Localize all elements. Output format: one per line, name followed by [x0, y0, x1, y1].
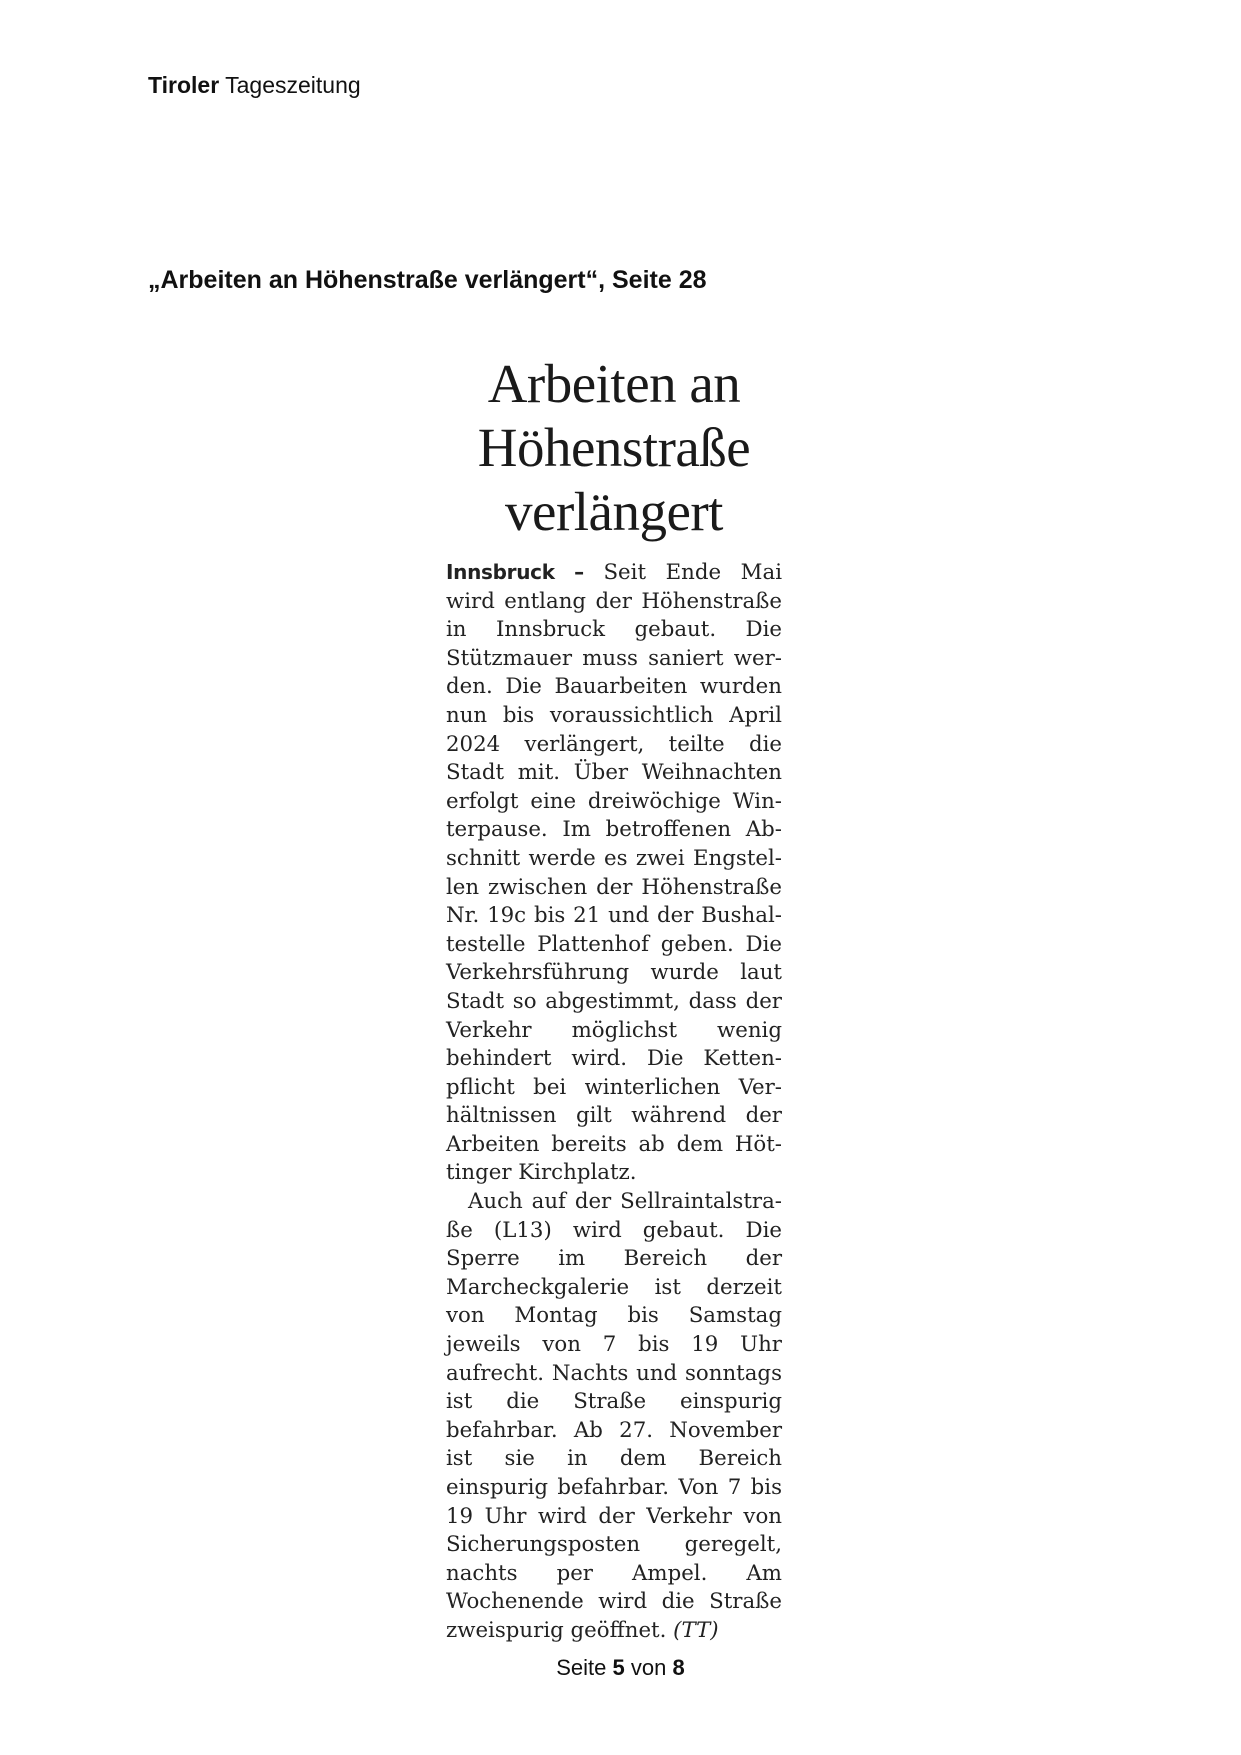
headline-line: verlängert: [505, 481, 723, 542]
article-headline: [434, 352, 794, 544]
article-paragraph-1-text: Seit Ende Mai wird entlang der Höhenstraße in Innsbruck gebaut. Die Stützmauer muss saniert werden. Die Bauarbeiten wurden nun bis voraussichtlich April 2024 verlängert, teilte die Stadt mit. Über Weihnachten erfolgt eine dreiwöchige Winterpause. Im betroffenen Abschnitt werde es zwei Engstellen zwischen der Höhenstraße Nr. 19c bis 21 und der Bushaltestelle Plattenhof geben. Die Verkehrsführung wurde laut Stadt so abgestimmt, dass der Verkehr möglichst wenig behindert wird. Die Kettenpflicht bei winterlichen Verhältnissen gilt während der Arbeiten bereits ab dem Höttinger Kirchplatz.: [446, 560, 783, 1186]
footer-von-label: von: [630, 1655, 667, 1680]
footer-page-number: 5: [612, 1655, 625, 1680]
headline-line: Arbeiten an: [487, 353, 741, 414]
article-credit: (TT): [673, 1617, 719, 1643]
headline-line: Höhenstraße: [477, 417, 751, 478]
page-footer: [0, 1654, 1241, 1682]
article-dateline: Innsbruck –: [446, 560, 584, 584]
article-paragraph-1: [446, 558, 782, 1188]
document-title: „Arbeiten an Höhenstraße verlängert“, Seite 28: [148, 266, 707, 294]
article-clipping: [446, 352, 782, 1646]
publication-name: [148, 70, 361, 100]
article-paragraph-2: [446, 1188, 782, 1646]
publication-name-bold: Tiroler: [148, 72, 220, 98]
publication-name-regular: Tageszeitung: [225, 72, 361, 98]
article-paragraph-2-text: Auch auf der Sellraintalstraße (L13) wird gebaut. Die Sperre im Bereich der Marcheckgalerie ist derzeit von Montag bis Samstag jeweils von 7 bis 19 Uhr aufrecht. Nachts und sonntags ist die Straße einspurig befahrbar. Ab 27. November ist sie in dem Bereich einspurig befahrbar. Von 7 bis 19 Uhr wird der Verkehr von Sicherungsposten geregelt, nachts per Ampel. Am Wochenende wird die Straße zweispurig geöffnet.: [446, 1189, 782, 1643]
footer-seite-label: Seite: [556, 1655, 607, 1680]
footer-page-total: 8: [672, 1655, 685, 1680]
